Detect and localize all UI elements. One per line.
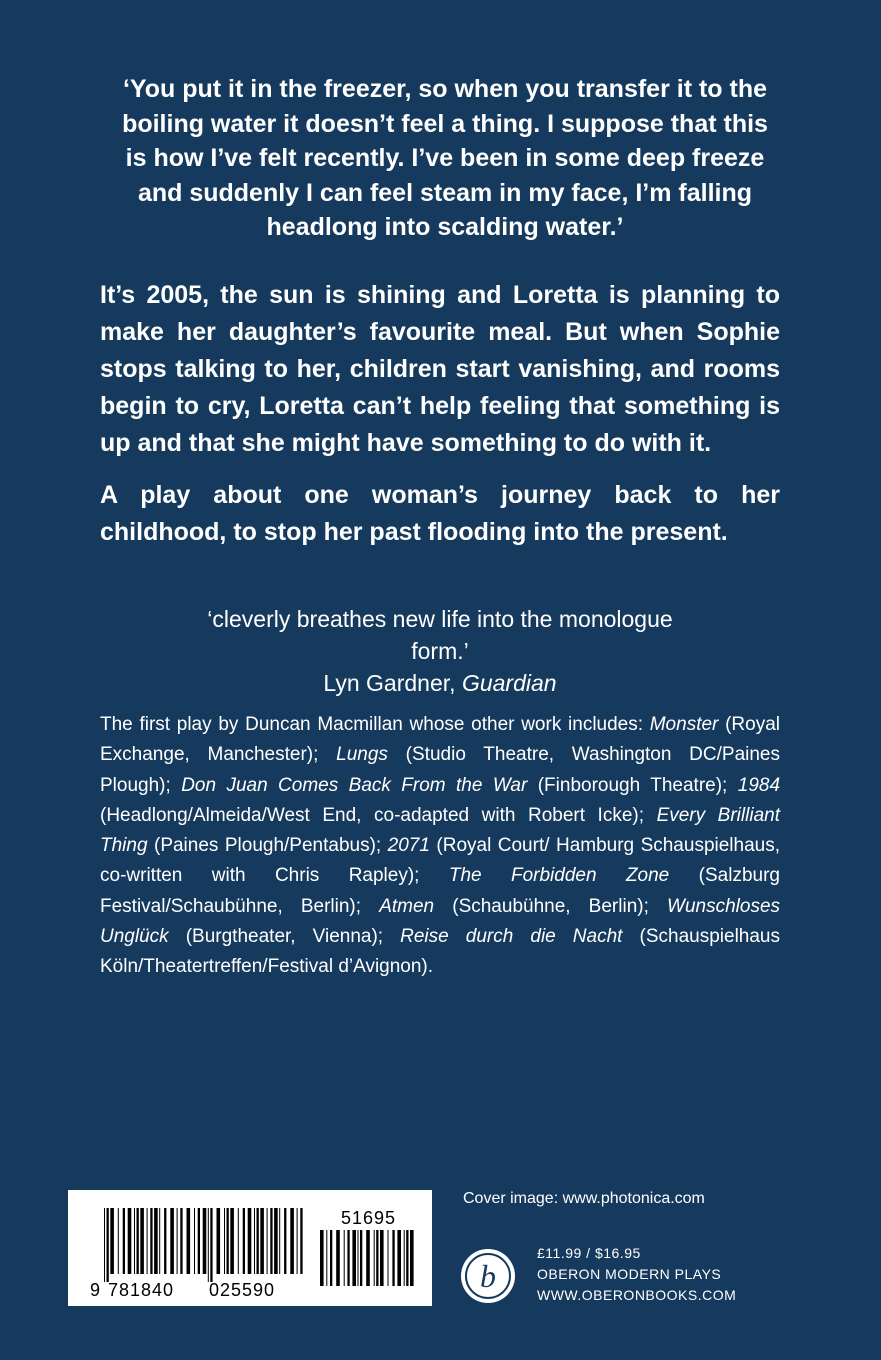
barcode-bar xyxy=(137,1208,139,1274)
barcode-bars xyxy=(104,1208,303,1282)
barcode-bar xyxy=(274,1208,278,1274)
press-quote-text: ‘cleverly breathes new life into the monologue form.’ xyxy=(207,606,673,664)
barcode-bar xyxy=(290,1208,294,1274)
barcode-bar xyxy=(177,1208,178,1274)
addon-barcode-bars xyxy=(320,1230,414,1286)
barcode-bar xyxy=(344,1230,345,1286)
oberon-logo-icon xyxy=(459,1247,517,1305)
work-title: 1984 xyxy=(737,774,781,796)
barcode-bar xyxy=(227,1208,229,1274)
barcode-bar xyxy=(380,1230,384,1286)
barcode-bar xyxy=(320,1230,324,1286)
work-title: Wunschloses Unglück xyxy=(100,895,781,948)
barcode-bar xyxy=(217,1208,221,1274)
bio-text: The first play by Duncan Macmillan whose other work includes: xyxy=(100,714,650,735)
barcode-bar xyxy=(392,1230,394,1286)
work-venue: (Schauspielhaus Köln/Theatertreffen/Festival d’Avignon). xyxy=(100,926,780,978)
barcode-bar xyxy=(330,1230,332,1286)
work-title: Every Brilliant Thing xyxy=(100,804,780,857)
barcode-bar xyxy=(208,1208,209,1282)
barcode-bar xyxy=(107,1208,109,1282)
barcode-bar xyxy=(118,1208,119,1274)
work-title: Atmen xyxy=(379,895,435,917)
barcode-bar xyxy=(388,1230,389,1286)
barcode-bar xyxy=(267,1208,268,1274)
barcode-bar xyxy=(366,1230,370,1286)
work-venue: (Studio Theatre, Washington DC/Paines Plough); xyxy=(100,744,780,796)
work-venue: (Paines Plough/Pentabus); xyxy=(147,835,388,857)
barcode-bar xyxy=(279,1208,280,1274)
work-title: Monster xyxy=(649,714,719,735)
barcode-bar xyxy=(198,1208,200,1274)
barcode-bar xyxy=(194,1208,195,1274)
barcode-bar xyxy=(347,1230,349,1286)
work-venue: (Finborough Theatre); xyxy=(527,774,738,796)
barcode-bar xyxy=(358,1230,359,1286)
press-publication: Guardian xyxy=(461,670,557,696)
barcode-bar xyxy=(110,1208,114,1274)
barcode-bar xyxy=(376,1230,378,1286)
work-title: 2071 xyxy=(387,835,430,857)
barcode-bar xyxy=(352,1230,356,1286)
addon-digits: 51695 xyxy=(341,1208,397,1228)
press-quote xyxy=(180,603,700,699)
barcode-bar xyxy=(326,1230,327,1286)
quote-line: and suddenly I can feel steam in my face, I’m falling xyxy=(137,178,753,207)
quote-line: is how I’ve felt recently. I’ve been in some deep freeze xyxy=(125,144,765,172)
barcode-bar xyxy=(238,1208,239,1274)
barcode-bar xyxy=(123,1208,125,1274)
barcode-bar xyxy=(374,1230,375,1286)
series-name: OBERON MODERN PLAYS xyxy=(537,1266,722,1282)
barcode-bar xyxy=(406,1230,408,1286)
barcode-bar xyxy=(159,1208,160,1274)
work-venue: (Schaubühne, Berlin); xyxy=(434,895,668,917)
barcode-bar xyxy=(270,1208,272,1274)
press-attribution xyxy=(180,667,700,699)
barcode-bar xyxy=(243,1208,245,1274)
cover-image-credit: Cover image: www.photonica.com xyxy=(463,1190,705,1207)
barcode-graphic xyxy=(68,1190,432,1306)
isbn-first-digit: 9 xyxy=(90,1280,101,1300)
barcode-bar xyxy=(150,1208,152,1274)
publisher-website: WWW.OBERONBOOKS.COM xyxy=(537,1287,737,1303)
barcode-bar xyxy=(410,1230,414,1286)
quote-line: boiling water it doesn’t feel a thing. I suppose that this xyxy=(122,109,768,138)
barcode-bar xyxy=(170,1208,174,1274)
barcode-bar xyxy=(260,1208,264,1274)
quote-line: ‘You put it in the freezer, so when you transfer it to the xyxy=(122,75,768,103)
synopsis-paragraph: It’s 2005, the sun is shining and Loretta is planning to make her daughter’s favourite meal. But when Sophie stops talking to her, children start vanishing, and rooms begin to cry, Loretta can’t help feeling that something is up and that she might have something to do with it. xyxy=(100,281,780,457)
barcode-bar xyxy=(404,1230,405,1286)
logo-letter: b xyxy=(480,1258,496,1294)
opening-quote xyxy=(100,72,790,245)
barcode-bar xyxy=(128,1208,132,1274)
barcode-bar xyxy=(134,1208,135,1274)
work-venue: (Royal Exchange, Manchester); xyxy=(100,714,780,766)
barcode-bar xyxy=(300,1208,302,1274)
work-venue: (Royal Court/ Hamburg Schauspielhaus, co-written with Chris Rapley); xyxy=(100,835,780,887)
barcode-bar xyxy=(254,1208,255,1274)
work-title: Reise durch die Nacht xyxy=(400,926,623,948)
barcode-bar xyxy=(210,1208,212,1282)
work-venue: (Headlong/Almeida/West End, co-adapted with Robert Icke); xyxy=(100,804,657,826)
barcode-bar xyxy=(147,1208,148,1274)
barcode-bar xyxy=(154,1208,158,1274)
barcode-bar xyxy=(297,1208,298,1274)
barcode-bar xyxy=(187,1208,191,1274)
quote-line: headlong into scalding water.’ xyxy=(266,213,624,241)
barcode-bar xyxy=(180,1208,182,1274)
work-title: Lungs xyxy=(336,744,388,766)
barcode-bar xyxy=(224,1208,225,1274)
isbn-group-1: 781840 xyxy=(108,1280,175,1300)
isbn-barcode xyxy=(68,1190,432,1306)
barcode-bar xyxy=(230,1208,234,1274)
barcode-bar xyxy=(360,1230,362,1286)
barcode-bar xyxy=(336,1230,340,1286)
barcode-bar xyxy=(248,1208,252,1274)
publisher-info xyxy=(537,1243,736,1306)
barcode-bar xyxy=(164,1208,166,1274)
barcode-bar xyxy=(140,1208,144,1274)
barcode-bar xyxy=(203,1208,207,1274)
barcode-bar xyxy=(257,1208,259,1274)
barcode-bar xyxy=(104,1208,105,1282)
press-author: Lyn Gardner, xyxy=(323,670,462,696)
barcode-bar xyxy=(397,1230,401,1286)
barcode-bar xyxy=(284,1208,286,1274)
work-venue: (Burgtheater, Vienna); xyxy=(168,926,401,948)
work-venue: (Salzburg Festival/Schaubühne, Berlin); xyxy=(100,865,780,917)
author-bio xyxy=(100,710,780,983)
work-title: The Forbidden Zone xyxy=(448,865,670,887)
price: £11.99 / $16.95 xyxy=(537,1245,641,1261)
isbn-group-2: 025590 xyxy=(209,1280,276,1300)
tagline-paragraph: A play about one woman’s journey back to her childhood, to stop her past flooding into the present. xyxy=(100,481,780,546)
work-title: Don Juan Comes Back From the War xyxy=(181,774,528,796)
